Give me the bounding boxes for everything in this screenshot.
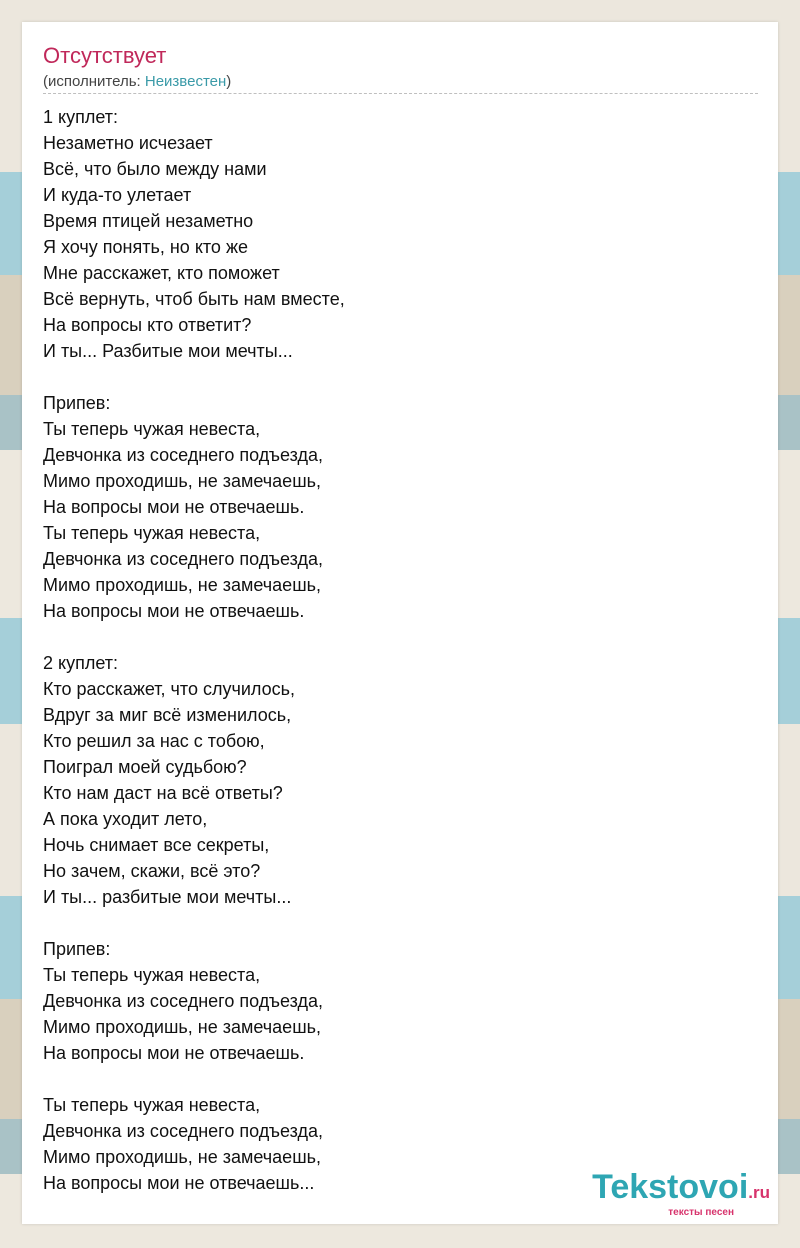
logo-wordmark [592,1170,770,1210]
lyrics-line: Я хочу понять, но кто же [43,237,248,257]
site-logo[interactable] [592,1170,770,1218]
lyrics-blank-line [43,1066,345,1092]
lyrics-line: Припев: [43,939,111,959]
lyrics-line: Ты теперь чужая невеста, [43,419,261,439]
lyrics-line: Кто решил за нас с тобою, [43,731,265,751]
lyrics-line: На вопросы кто ответит? [43,315,252,335]
lyrics-line: Девчонка из соседнего подъезда, [43,1121,324,1141]
lyrics-line: Поиграл моей судьбою? [43,757,247,777]
lyrics-line: На вопросы мои не отвечаешь. [43,601,305,621]
lyrics-blank-line [43,624,345,650]
lyrics-line: Кто нам даст на всё ответы? [43,783,283,803]
performer-link[interactable]: Неизвестен [144,73,227,90]
lyrics-line: Мне расскажет, кто поможет [43,263,280,283]
lyrics-line: Ночь снимает все секреты, [43,835,270,855]
lyrics-line: 1 куплет: [43,107,118,127]
lyrics-line: А пока уходит лето, [43,809,208,829]
lyrics-blank-line [43,910,345,936]
lyrics-line: 2 куплет: [43,653,118,673]
lyrics-line: Ты теперь чужая невеста, [43,1095,261,1115]
lyrics-line: И ты... Разбитые мои мечты... [43,341,293,361]
lyrics-line: Вдруг за миг всё изменилось, [43,705,292,725]
lyrics-line: На вопросы мои не отвечаешь. [43,497,305,517]
logo-tld: .ru [748,1183,770,1202]
lyrics-line: Припев: [43,393,111,413]
lyrics-line: Девчонка из соседнего подъезда, [43,991,324,1011]
lyrics-line: Всё вернуть, чтоб быть нам вместе, [43,289,345,309]
performer-line [43,73,231,90]
performer-prefix: (исполнитель: [43,73,145,90]
logo-brand: Tekstovoi [592,1168,749,1206]
lyrics-line: Мимо проходишь, не замечаешь, [43,575,322,595]
lyrics-card [22,22,778,1224]
logo-tagline: тексты песен [668,1207,734,1218]
lyrics-line: Мимо проходишь, не замечаешь, [43,471,322,491]
lyrics-blank-line [43,364,345,390]
title-divider [43,93,758,94]
lyrics-line: Девчонка из соседнего подъезда, [43,445,324,465]
lyrics-line: На вопросы мои не отвечаешь. [43,1043,305,1063]
lyrics-line: На вопросы мои не отвечаешь... [43,1173,315,1193]
lyrics-line: Ты теперь чужая невеста, [43,523,261,543]
song-title: Отсутствует [43,43,167,68]
lyrics-line: Мимо проходишь, не замечаешь, [43,1147,322,1167]
lyrics-line: И ты... разбитые мои мечты... [43,887,292,907]
lyrics-text [43,104,345,1196]
lyrics-line: Кто расскажет, что случилось, [43,679,296,699]
lyrics-line: И куда-то улетает [43,185,192,205]
performer-suffix: ) [226,73,232,90]
lyrics-line: Незаметно исчезает [43,133,213,153]
lyrics-line: Но зачем, скажи, всё это? [43,861,261,881]
lyrics-line: Девчонка из соседнего подъезда, [43,549,324,569]
lyrics-line: Ты теперь чужая невеста, [43,965,261,985]
lyrics-line: Время птицей незаметно [43,211,254,231]
lyrics-line: Всё, что было между нами [43,159,267,179]
lyrics-line: Мимо проходишь, не замечаешь, [43,1017,322,1037]
